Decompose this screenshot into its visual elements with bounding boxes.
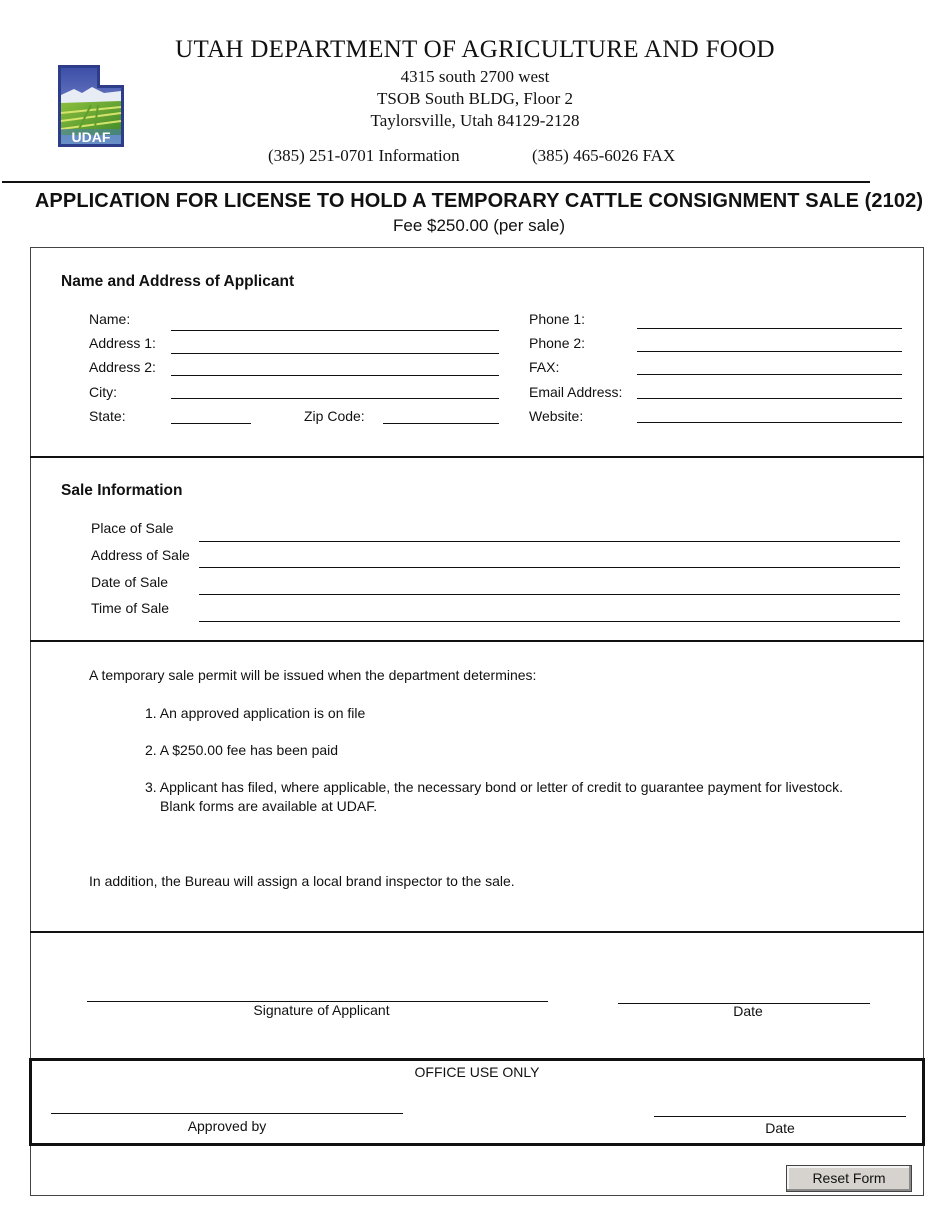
address-of-sale-label: Address of Sale: [91, 547, 190, 563]
zip-field[interactable]: [383, 423, 499, 424]
header-divider: [2, 181, 870, 183]
phone2-field[interactable]: [637, 351, 902, 352]
website-label: Website:: [529, 408, 584, 424]
fee-text: Fee $250.00 (per sale): [393, 216, 565, 235]
phone1-field[interactable]: [637, 328, 902, 329]
office-use-heading: OFFICE USE ONLY: [414, 1064, 540, 1080]
fax-number: (385) 465-6026 FAX: [532, 146, 676, 165]
applicant-date-label: Date: [733, 1003, 763, 1019]
place-of-sale-label: Place of Sale: [91, 520, 174, 536]
office-date-field[interactable]: [654, 1116, 906, 1117]
section-divider-3: [30, 931, 924, 933]
brand-inspector-note: In addition, the Bureau will assign a local brand inspector to the sale.: [89, 873, 515, 889]
phone-information: (385) 251-0701 Information: [268, 146, 460, 165]
time-of-sale-field[interactable]: [199, 621, 900, 622]
phone1-label: Phone 1:: [529, 311, 586, 327]
date-of-sale-label: Date of Sale: [91, 574, 169, 590]
email-field[interactable]: [637, 398, 902, 399]
address2-label: Address 2:: [89, 359, 156, 375]
address-line-1: 4315 south 2700 west: [400, 67, 550, 86]
form-frame: [30, 247, 924, 1196]
form-title: APPLICATION FOR LICENSE TO HOLD A TEMPORARY CATTLE CONSIGNMENT SALE (2102): [34, 190, 924, 212]
office-date-label: Date: [765, 1120, 795, 1136]
conditions-intro: A temporary sale permit will be issued when the department determines:: [89, 667, 537, 683]
condition-item-2: 2. A $250.00 fee has been paid: [145, 742, 339, 758]
name-label: Name:: [89, 311, 131, 327]
time-of-sale-label: Time of Sale: [91, 600, 170, 616]
address2-field[interactable]: [171, 375, 499, 376]
applicant-signature-label: Signature of Applicant: [253, 1002, 390, 1018]
condition-item-3-continued: Blank forms are available at UDAF.: [160, 798, 378, 814]
email-label: Email Address:: [529, 384, 623, 400]
address-line-2: TSOB South BLDG, Floor 2: [377, 89, 573, 108]
date-of-sale-field[interactable]: [199, 594, 900, 595]
place-of-sale-field[interactable]: [199, 541, 900, 542]
city-field[interactable]: [171, 398, 499, 399]
fax-label: FAX:: [529, 359, 560, 375]
website-field[interactable]: [637, 422, 902, 423]
address1-label: Address 1:: [89, 335, 156, 351]
department-name: UTAH DEPARTMENT OF AGRICULTURE AND FOOD: [175, 36, 775, 63]
state-field[interactable]: [171, 423, 251, 424]
applicant-section-heading: Name and Address of Applicant: [61, 273, 295, 290]
reset-form-button[interactable]: Reset Form: [786, 1165, 912, 1192]
condition-item-1: 1. An approved application is on file: [145, 705, 366, 721]
condition-item-3: 3. Applicant has filed, where applicable, the necessary bond or letter of credit to guarantee payment for livestock.: [145, 779, 844, 795]
zip-label: Zip Code:: [304, 408, 365, 424]
sale-section-heading: Sale Information: [61, 482, 183, 499]
section-divider-1: [30, 456, 924, 458]
state-label: State:: [89, 408, 126, 424]
logo-text: UDAF: [71, 129, 111, 145]
name-field[interactable]: [171, 330, 499, 331]
city-label: City:: [89, 384, 117, 400]
phone2-label: Phone 2:: [529, 335, 586, 351]
address-line-3: Taylorsville, Utah 84129-2128: [370, 111, 580, 130]
fax-field[interactable]: [637, 374, 902, 375]
section-divider-2: [30, 640, 924, 642]
approved-by-label: Approved by: [187, 1118, 267, 1134]
address-of-sale-field[interactable]: [199, 567, 900, 568]
address1-field[interactable]: [171, 353, 499, 354]
approved-by-field[interactable]: [51, 1113, 403, 1114]
